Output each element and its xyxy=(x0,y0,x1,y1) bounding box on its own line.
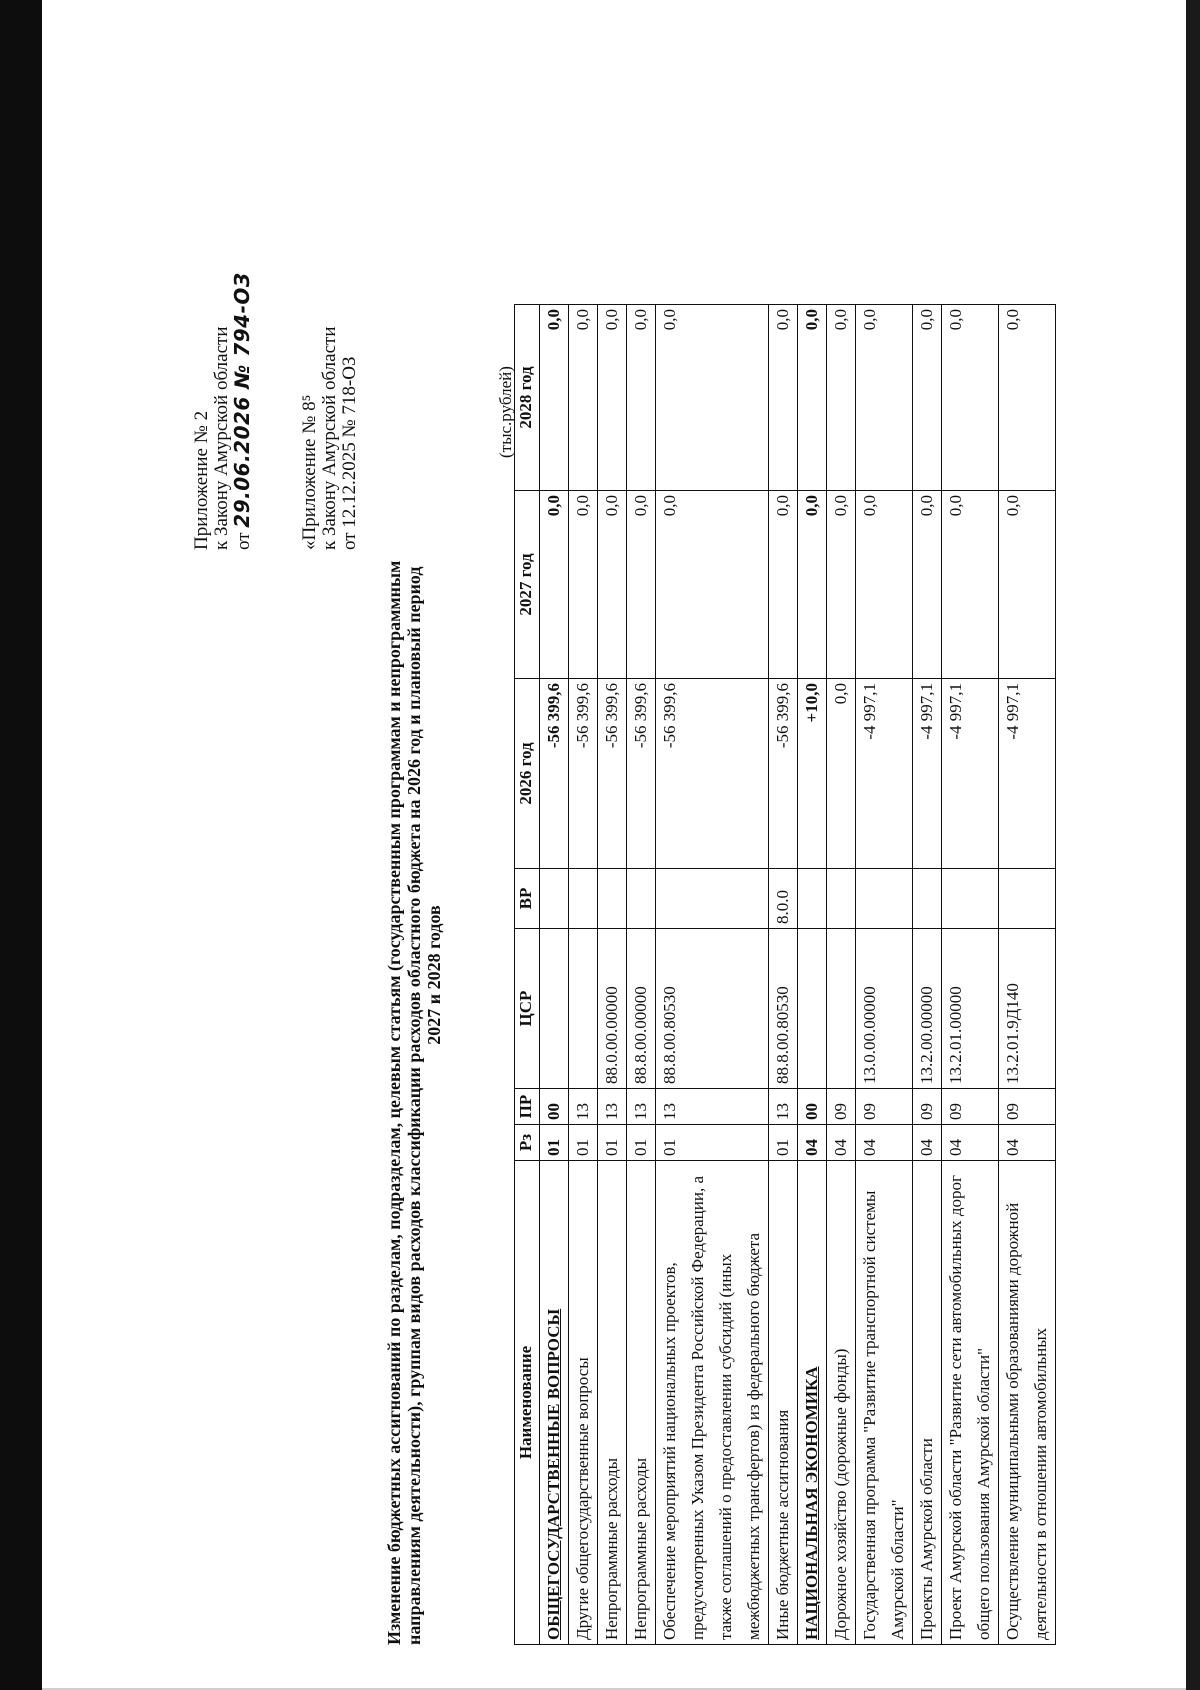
cell-name: Непрограммные расходы xyxy=(598,1161,627,1645)
document-title xyxy=(384,305,444,1645)
appendix-law: к Закону Амурской области xyxy=(211,326,232,550)
cell-vr xyxy=(999,869,1056,929)
cell-vr xyxy=(798,869,827,929)
cell-vr xyxy=(656,869,769,929)
cell-csr xyxy=(827,929,856,1089)
title-line-1: Изменение бюджетных ассигнований по разделам, подразделам, целевым статьям (государственным программам и непрограммным xyxy=(384,560,404,1645)
header-2028: 2028 год xyxy=(515,305,540,491)
table-row xyxy=(827,305,856,1645)
cell-rz: 04 xyxy=(999,1125,1056,1161)
cell-name: Иные бюджетные ассигнования xyxy=(769,1161,798,1645)
cell-2028: 0,0 xyxy=(942,305,999,491)
cell-2028: 0,0 xyxy=(540,305,569,491)
cell-vr: 8.0.0 xyxy=(769,869,798,929)
cell-vr xyxy=(827,869,856,929)
table-row xyxy=(913,305,942,1645)
cell-2028: 0,0 xyxy=(913,305,942,491)
cell-vr xyxy=(913,869,942,929)
cell-name: Осуществление муниципальными образованиями дорожной деятельности в отношении автомобильных xyxy=(999,1161,1056,1645)
handwritten-date-number: 29.06.2026 № 794-ОЗ xyxy=(230,272,254,528)
cell-2027: 0,0 xyxy=(769,491,798,679)
title-line-2: направлениям деятельности), группам видов расходов классификации расходов областного бюджета на 2026 год и плановый период xyxy=(404,566,424,1645)
header-csr: ЦСР xyxy=(515,929,540,1089)
cell-2027: 0,0 xyxy=(569,491,598,679)
appendix-block xyxy=(192,272,254,550)
cell-rz: 01 xyxy=(598,1125,627,1161)
units-label: (тыс.рублей) xyxy=(496,366,515,458)
cell-pr: 13 xyxy=(598,1089,627,1125)
cell-vr xyxy=(598,869,627,929)
cell-2028: 0,0 xyxy=(999,305,1056,491)
table-row xyxy=(942,305,999,1645)
cell-csr: 88.0.00.00000 xyxy=(598,929,627,1089)
cell-2026: -4 997,1 xyxy=(856,679,913,869)
cell-name: Обеспечение мероприятий национальных проектов, предусмотренных Указом Президента Российской Федерации, а также соглашений о предоставлении субсидий (иных межбюджетных трансфертов) из федерального бюджета xyxy=(656,1161,769,1645)
table-row xyxy=(999,305,1056,1645)
table-row xyxy=(540,305,569,1645)
cell-2026: -56 399,6 xyxy=(598,679,627,869)
cell-2027: 0,0 xyxy=(656,491,769,679)
cell-rz: 01 xyxy=(540,1125,569,1161)
cell-2026: -56 399,6 xyxy=(627,679,656,869)
cell-csr xyxy=(569,929,598,1089)
old-appendix-number: «Приложение № 8⁵ xyxy=(299,394,320,550)
cell-csr: 13.2.01.9Д140 xyxy=(999,929,1056,1089)
cell-pr: 00 xyxy=(540,1089,569,1125)
cell-vr xyxy=(942,869,999,929)
cell-vr xyxy=(569,869,598,929)
cell-pr: 00 xyxy=(798,1089,827,1125)
cell-vr xyxy=(627,869,656,929)
appendix-number: Приложение № 2 xyxy=(191,410,212,550)
cell-2027: 0,0 xyxy=(827,491,856,679)
cell-name: Дорожное хозяйство (дорожные фонды) xyxy=(827,1161,856,1645)
cell-pr: 13 xyxy=(656,1089,769,1125)
cell-rz: 04 xyxy=(798,1125,827,1161)
header-name: Наименование xyxy=(515,1161,540,1645)
cell-2026: -56 399,6 xyxy=(569,679,598,869)
cell-name: ОБЩЕГОСУДАРСТВЕННЫЕ ВОПРОСЫ xyxy=(540,1161,569,1645)
cell-rz: 04 xyxy=(942,1125,999,1161)
title-line-3: 2027 и 2028 годов xyxy=(424,905,444,1045)
appendix-date: от 29.06.2026 № 794-ОЗ xyxy=(230,272,254,550)
cell-pr: 09 xyxy=(913,1089,942,1125)
cell-pr: 13 xyxy=(569,1089,598,1125)
cell-2026: -56 399,6 xyxy=(769,679,798,869)
cell-vr xyxy=(540,869,569,929)
cell-rz: 01 xyxy=(769,1125,798,1161)
header-2027: 2027 год xyxy=(515,491,540,679)
cell-2028: 0,0 xyxy=(598,305,627,491)
cell-vr xyxy=(856,869,913,929)
cell-2028: 0,0 xyxy=(856,305,913,491)
cell-csr: 88.8.00.00000 xyxy=(627,929,656,1089)
cell-2026: -4 997,1 xyxy=(942,679,999,869)
cell-2027: 0,0 xyxy=(913,491,942,679)
cell-2028: 0,0 xyxy=(769,305,798,491)
cell-name: Непрограммные расходы xyxy=(627,1161,656,1645)
cell-2027: 0,0 xyxy=(798,491,827,679)
header-pr: ПР xyxy=(515,1089,540,1125)
cell-rz: 01 xyxy=(627,1125,656,1161)
table-row xyxy=(627,305,656,1645)
cell-2027: 0,0 xyxy=(540,491,569,679)
table-row xyxy=(598,305,627,1645)
cell-2027: 0,0 xyxy=(999,491,1056,679)
table-row xyxy=(656,305,769,1645)
cell-2026: -56 399,6 xyxy=(540,679,569,869)
cell-2026: -56 399,6 xyxy=(656,679,769,869)
cell-pr: 09 xyxy=(942,1089,999,1125)
header-rz: Рз xyxy=(515,1125,540,1161)
cell-name: Другие общегосударственные вопросы xyxy=(569,1161,598,1645)
cell-2026: -4 997,1 xyxy=(913,679,942,869)
cell-csr: 88.8.00.80530 xyxy=(656,929,769,1089)
cell-2028: 0,0 xyxy=(798,305,827,491)
cell-2027: 0,0 xyxy=(856,491,913,679)
cell-name: Государственная программа "Развитие транспортной системы Амурской области" xyxy=(856,1161,913,1645)
cell-csr: 13.2.00.00000 xyxy=(913,929,942,1089)
cell-rz: 01 xyxy=(569,1125,598,1161)
table-row xyxy=(798,305,827,1645)
table-row xyxy=(769,305,798,1645)
cell-csr xyxy=(798,929,827,1089)
table-row xyxy=(569,305,598,1645)
cell-2026: +10,0 xyxy=(798,679,827,869)
cell-2026: 0,0 xyxy=(827,679,856,869)
cell-2027: 0,0 xyxy=(598,491,627,679)
cell-pr: 13 xyxy=(769,1089,798,1125)
header-vr: ВР xyxy=(515,869,540,929)
cell-rz: 04 xyxy=(913,1125,942,1161)
table-header-row xyxy=(515,305,540,1645)
cell-csr: 88.8.00.80530 xyxy=(769,929,798,1089)
cell-2028: 0,0 xyxy=(569,305,598,491)
cell-name: НАЦИОНАЛЬНАЯ ЭКОНОМИКА xyxy=(798,1161,827,1645)
cell-2028: 0,0 xyxy=(827,305,856,491)
cell-pr: 09 xyxy=(856,1089,913,1125)
cell-pr: 09 xyxy=(827,1089,856,1125)
header-2026: 2026 год xyxy=(515,679,540,869)
cell-csr: 13.0.00.00000 xyxy=(856,929,913,1089)
cell-pr: 09 xyxy=(999,1089,1056,1125)
cell-rz: 04 xyxy=(827,1125,856,1161)
cell-name: Проект Амурской области "Развитие сети автомобильных дорог общего пользования Амурской области" xyxy=(942,1161,999,1645)
old-appendix-date: от 12.12.2025 № 718-ОЗ xyxy=(339,356,360,550)
cell-csr: 13.2.01.00000 xyxy=(942,929,999,1089)
cell-2027: 0,0 xyxy=(942,491,999,679)
cell-rz: 04 xyxy=(856,1125,913,1161)
budget-table xyxy=(514,304,1056,1645)
cell-pr: 13 xyxy=(627,1089,656,1125)
cell-2026: -4 997,1 xyxy=(999,679,1056,869)
cell-name: Проекты Амурской области xyxy=(913,1161,942,1645)
cell-2027: 0,0 xyxy=(627,491,656,679)
old-appendix-block xyxy=(300,327,360,551)
cell-rz: 01 xyxy=(656,1125,769,1161)
old-appendix-law: к Закону Амурской области xyxy=(319,326,340,550)
table-row xyxy=(856,305,913,1645)
cell-2028: 0,0 xyxy=(656,305,769,491)
cell-2028: 0,0 xyxy=(627,305,656,491)
cell-csr xyxy=(540,929,569,1089)
